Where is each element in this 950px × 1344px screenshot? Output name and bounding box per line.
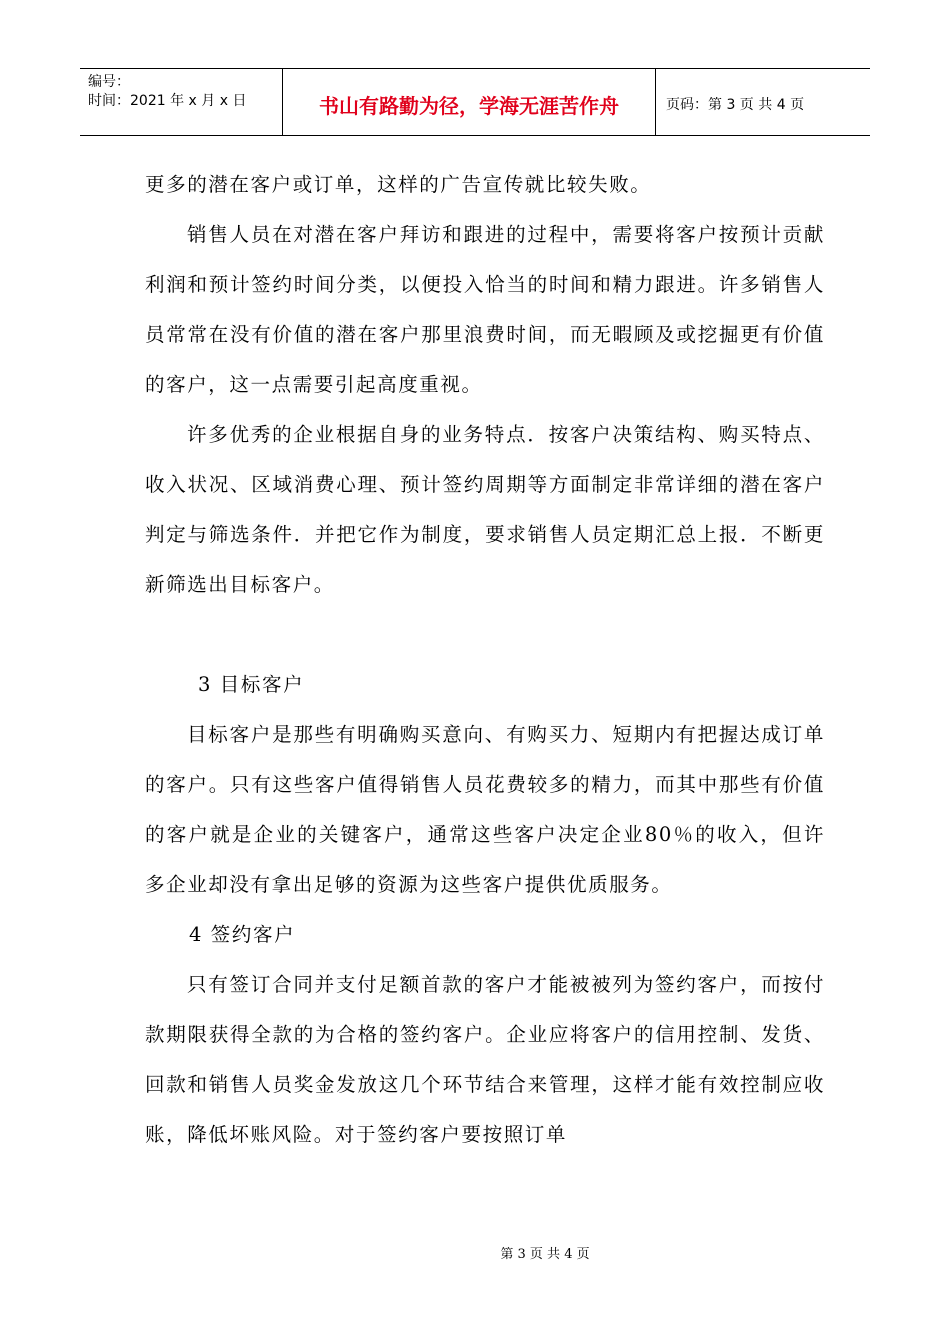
header-motto: 书山有路勤为径，学海无涯苦作舟 (283, 69, 656, 135)
section-heading-signed-customers: 4 签约客户 (189, 923, 296, 946)
page-footer: 第 3 页 共 4 页 (500, 1247, 590, 1262)
document-number-label: 编号： (88, 74, 130, 90)
paragraph-target-customers: 目标客户是那些有明确购买意向、有购买力、短期内有把握达成订单的客户。只有这些客户值得销售人员花费较多的精力，而其中那些有价值的客户就是企业的关键客户，通常这些客户决定企业80％的收入，但许多企业却没有拿出足够的资源为这些客户提供优质服务。 (145, 723, 825, 896)
header-page-info: 页码：第 3 页 共 4 页 (666, 97, 805, 113)
paragraph-sales-followup: 销售人员在对潜在客户拜访和跟进的过程中，需要将客户按预计贡献利润和预计签约时间分类，以便投入恰当的时间和精力跟进。许多销售人员常常在没有价值的潜在客户那里浪费时间，而无暇顾及或挖掘更有价值的客户，这一点需要引起高度重视。 (145, 223, 825, 396)
paragraph-signed-customers: 只有签订合同并支付足额首款的客户才能被被列为签约客户，而按付款期限获得全款的为合格的签约客户。企业应将客户的信用控制、发货、回款和销售人员奖金发放这几个环节结合来管理，这样才能有效控制应收账，降低坏账风险。对于签约客户要按照订单 (145, 973, 825, 1146)
page-header (80, 68, 870, 136)
header-meta (80, 69, 283, 135)
document-body (145, 160, 825, 1160)
paragraph-continuation: 更多的潜在客户或订单，这样的广告宣传就比较失败。 (145, 173, 652, 196)
section-heading-target-customers: 3 目标客户 (198, 673, 305, 696)
paragraph-screening-criteria: 许多优秀的企业根据自身的业务特点．按客户决策结构、购买特点、收入状况、区域消费心理、预计签约周期等方面制定非常详细的潜在客户判定与筛选条件．并把它作为制度，要求销售人员定期汇总上报．不断更新筛选出目标客户。 (145, 423, 825, 596)
document-date: 时间：2021 年 x 月 x 日 (88, 93, 247, 109)
section-spacer (145, 610, 825, 660)
